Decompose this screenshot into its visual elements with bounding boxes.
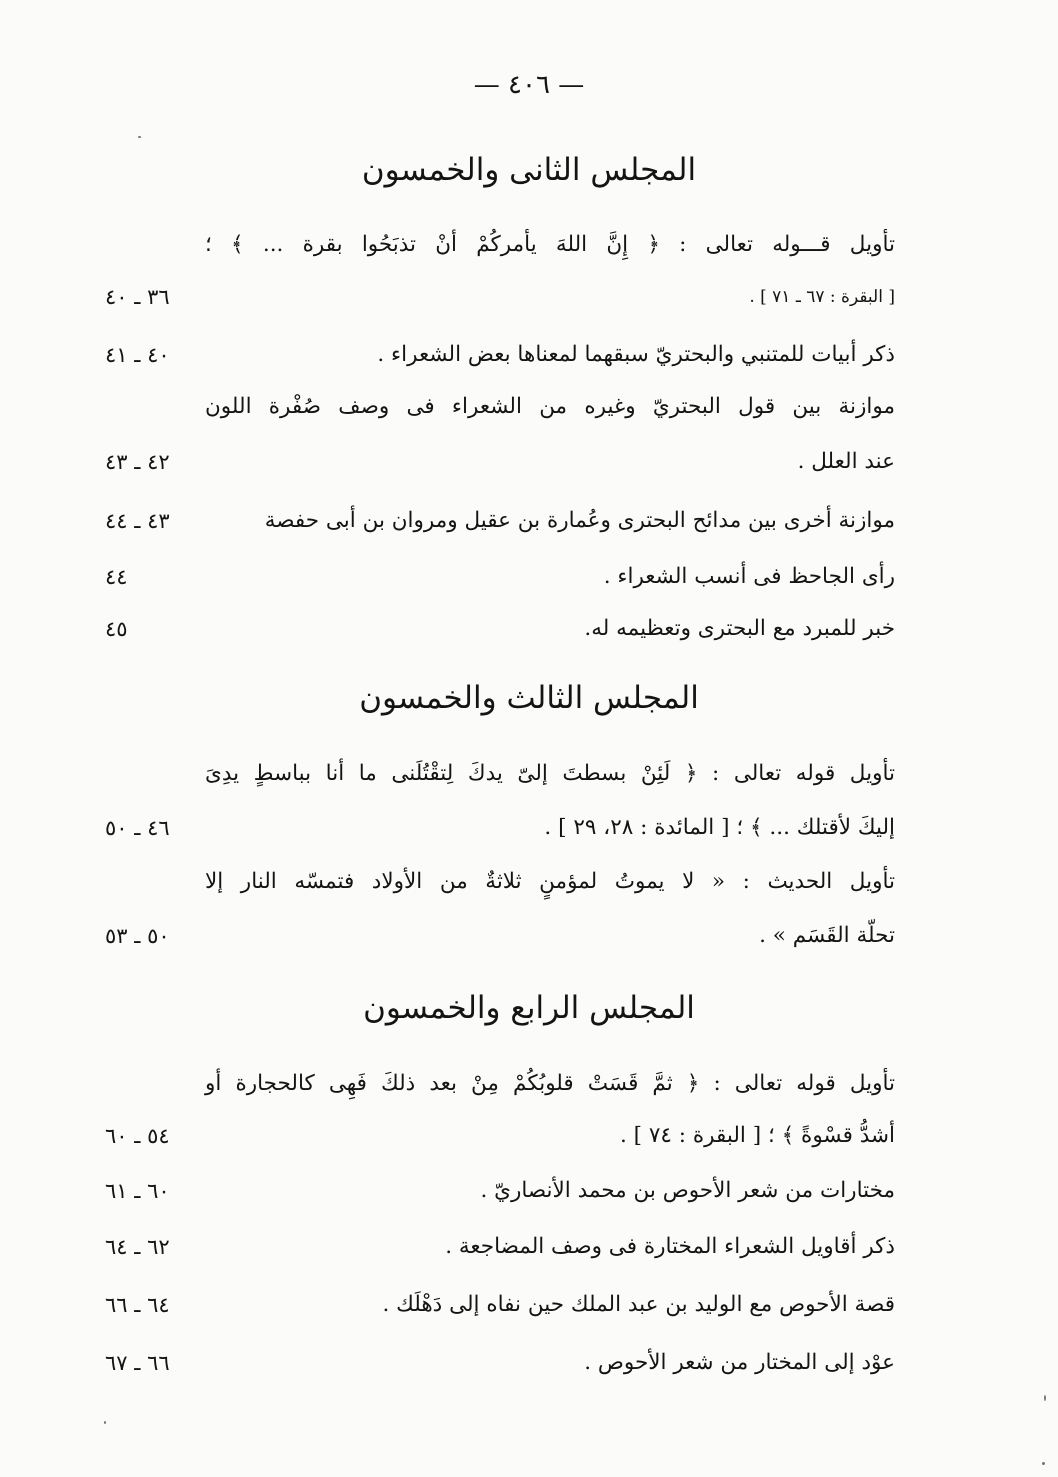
- entry-text: مختارات من شعر الأحوص بن محمد الأنصاريّ .: [480, 1178, 895, 1203]
- entry-pages: ٣٦ ـ ٤٠: [105, 285, 170, 309]
- toc-entry: [105, 748, 895, 800]
- entry-text: تحلّة القَسَم » .: [759, 923, 895, 948]
- entry-pages: ٤٣ ـ ٤٤: [105, 509, 170, 533]
- entry-text: تأويل قوله تعالى : ﴿ لَئِنْ بسطتَ إلىّ يدكَ لِتقْتُلَنى ما أنا بباسطٍ يدِىَ: [205, 761, 895, 786]
- toc-entry: [105, 1337, 895, 1389]
- scan-speck: [138, 136, 141, 138]
- entry-pages: ٦٢ ـ ٦٤: [105, 1235, 170, 1259]
- entry-text: موازنة بين قول البحتريّ وغيره من الشعراء فى وصف صُفْرة اللون: [205, 394, 895, 419]
- entry-text: ذكر أبيات للمتنبي والبحتريّ سبقهما لمعناها بعض الشعراء .: [377, 342, 895, 367]
- entry-text: قصة الأحوص مع الوليد بن عبد الملك حين نفاه إلى دَهْلَك .: [382, 1292, 895, 1317]
- toc-entry: [105, 802, 895, 854]
- entry-pages: ٤٢ ـ ٤٣: [105, 450, 170, 474]
- entry-pages: ٤٦ ـ ٥٠: [105, 816, 170, 840]
- scan-speck: [1042, 1462, 1045, 1465]
- entry-text: ذكر أقاويل الشعراء المختارة فى وصف المضاجعة .: [445, 1234, 895, 1259]
- toc-entry: [105, 1221, 895, 1273]
- toc-entry: [105, 551, 895, 603]
- entry-pages: ٤٤: [105, 565, 128, 589]
- entry-text: عوْد إلى المختار من شعر الأحوص .: [584, 1350, 895, 1375]
- toc-entry: [105, 910, 895, 962]
- toc-entry: [105, 1165, 895, 1217]
- entry-pages: ٥٤ ـ ٦٠: [105, 1124, 170, 1148]
- entry-text: [ البقرة : ٦٧ ـ ٧١ ] .: [749, 287, 895, 307]
- entry-text: إليكَ لأقتلك ... ﴾ ؛ [ المائدة : ٢٨، ٢٩ ] .: [544, 815, 895, 840]
- entry-text: رأى الجاحظ فى أنسب الشعراء .: [603, 564, 895, 589]
- toc-entry: [105, 329, 895, 381]
- toc-entry: [105, 436, 895, 488]
- entry-text: موازنة أخرى بين مدائح البحترى وعُمارة بن عقيل ومروان بن أبى حفصة: [264, 508, 895, 533]
- section-title: المجلس الرابع والخمسون: [363, 990, 695, 1026]
- scan-speck: [1044, 1395, 1046, 1401]
- toc-entry: [105, 603, 895, 655]
- scan-speck: [104, 1421, 106, 1424]
- toc-entry: [105, 381, 895, 433]
- entry-pages: ٦٦ ـ ٦٧: [105, 1351, 170, 1375]
- toc-entry: [105, 271, 895, 323]
- section-title: المجلس الثانى والخمسون: [361, 152, 697, 188]
- entry-text: أشدُّ قسْوةً ﴾ ؛ [ البقرة : ٧٤ ] .: [619, 1123, 895, 1148]
- entry-text: خبر للمبرد مع البحترى وتعظيمه له.: [584, 616, 895, 641]
- page-number: — ٤٠٦ —: [473, 70, 585, 100]
- entry-text: عند العلل .: [797, 449, 895, 474]
- entry-pages: ٤٠ ـ ٤١: [105, 343, 170, 367]
- section-title: المجلس الثالث والخمسون: [359, 680, 699, 716]
- toc-entry: [105, 1279, 895, 1331]
- toc-entry: [105, 495, 895, 547]
- entry-text: تأويل الحديث : « لا يموتُ لمؤمنٍ ثلاثةٌ من الأولاد فتمسّه النار إلا: [205, 869, 895, 894]
- toc-entry: [105, 1110, 895, 1162]
- entry-pages: ٤٥: [105, 617, 128, 641]
- toc-entry: [105, 856, 895, 908]
- toc-entry: [105, 1058, 895, 1110]
- entry-pages: ٦٤ ـ ٦٦: [105, 1293, 170, 1317]
- entry-pages: ٥٠ ـ ٥٣: [105, 924, 170, 948]
- entry-pages: ٦٠ ـ ٦١: [105, 1179, 170, 1203]
- entry-text: تأويل قـــوله تعالى : ﴿ إِنَّ اللهَ يأمركُمْ أنْ تذبَحُوا بقرة ... ﴾ ؛: [205, 232, 895, 257]
- entry-text: تأويل قوله تعالى : ﴿ ثمَّ قَسَتْ قلوبُكُمْ مِنْ بعد ذلكَ فَهِى كالحجارة أو: [205, 1071, 895, 1096]
- toc-entry: [105, 219, 895, 271]
